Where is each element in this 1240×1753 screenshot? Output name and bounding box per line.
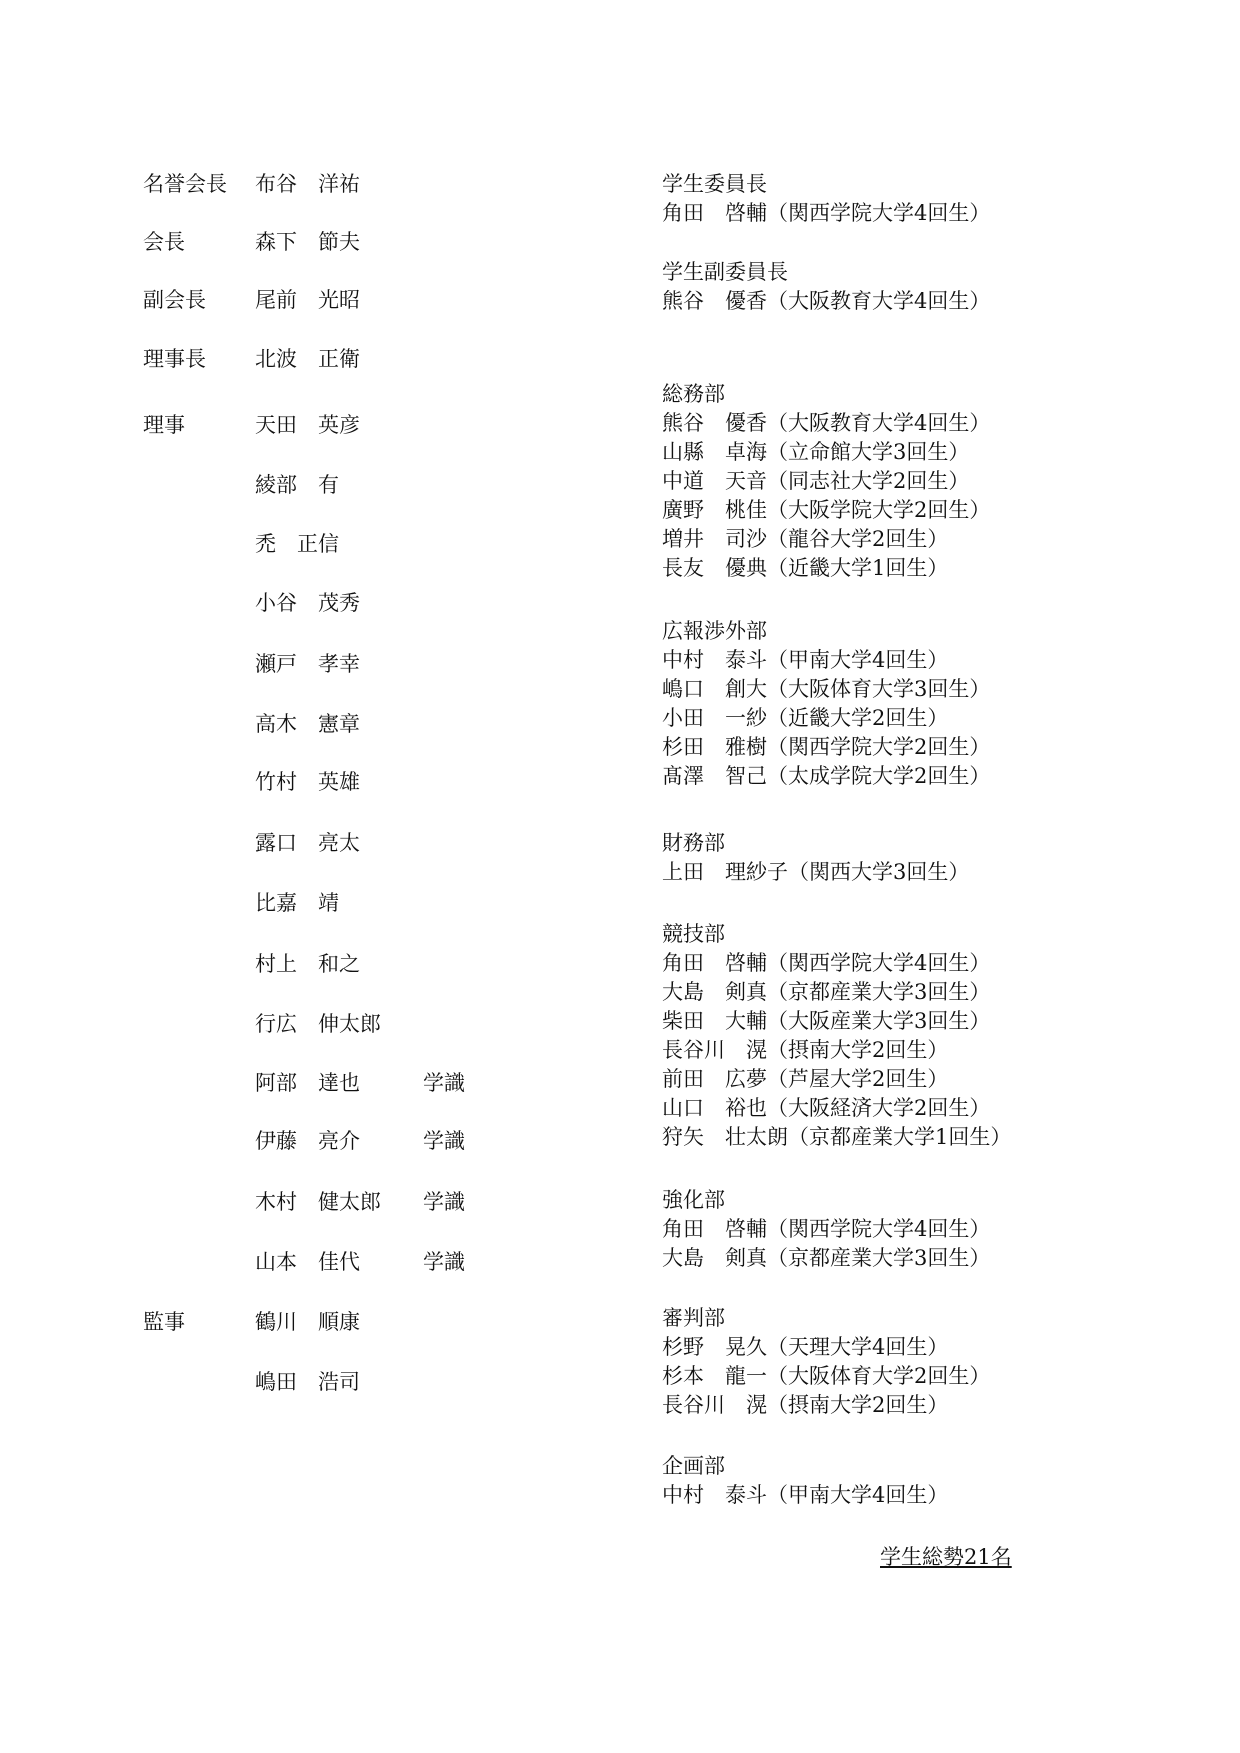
department-member: 長谷川 滉（摂南大学2回生） — [662, 1038, 949, 1062]
officer-name: 布谷 洋祐 — [255, 172, 360, 196]
officer-row — [143, 710, 663, 739]
officer-name: 小谷 茂秀 — [255, 591, 360, 615]
department-member: 髙澤 智己（太成学院大学2回生） — [662, 764, 991, 788]
officer-row — [143, 650, 663, 679]
officer-row — [143, 471, 663, 500]
officer-name: 阿部 達也 — [255, 1071, 360, 1095]
department-member: 小田 一紗（近畿大学2回生） — [662, 706, 949, 730]
officer-row — [143, 345, 663, 374]
officer-row — [143, 768, 663, 797]
department-title: 広報渉外部 — [662, 619, 767, 643]
department-section — [662, 829, 1102, 887]
officer-name: 鶴川 順康 — [255, 1310, 360, 1334]
department-member: 杉田 雅樹（関西学院大学2回生） — [662, 735, 991, 759]
officer-name: 綾部 有 — [255, 473, 339, 497]
officer-name: 北波 正衛 — [255, 347, 360, 371]
department-member: 狩矢 壮太朗（京都産業大学1回生） — [662, 1125, 1012, 1149]
officer-name: 竹村 英雄 — [255, 770, 360, 794]
officer-role: 理事長 — [143, 347, 206, 371]
officer-note: 学識 — [423, 1071, 465, 1095]
officer-name: 伊藤 亮介 — [255, 1129, 360, 1153]
officer-name: 森下 節夫 — [255, 230, 360, 254]
officer-row — [143, 170, 663, 199]
officer-row — [143, 1069, 663, 1098]
department-section — [662, 170, 1102, 228]
department-title: 財務部 — [662, 831, 725, 855]
department-member: 杉本 龍一（大阪体育大学2回生） — [662, 1364, 991, 1388]
officer-name: 尾前 光昭 — [255, 288, 360, 312]
officer-role: 名誉会長 — [143, 172, 227, 196]
officer-row — [143, 1188, 663, 1217]
officer-row — [143, 889, 663, 918]
department-member: 増井 司沙（龍谷大学2回生） — [662, 527, 949, 551]
department-section — [662, 1304, 1102, 1420]
officer-row — [143, 228, 663, 257]
department-section — [662, 920, 1102, 1152]
department-member: 前田 広夢（芦屋大学2回生） — [662, 1067, 949, 1091]
officer-name: 木村 健太郎 — [255, 1190, 381, 1214]
department-member: 長友 優典（近畿大学1回生） — [662, 556, 949, 580]
department-member: 山口 裕也（大阪経済大学2回生） — [662, 1096, 991, 1120]
officer-role: 理事 — [143, 413, 185, 437]
department-title: 企画部 — [662, 1454, 725, 1478]
officer-name: 禿 正信 — [255, 532, 339, 556]
officer-name: 比嘉 靖 — [255, 891, 339, 915]
department-member: 長谷川 滉（摂南大学2回生） — [662, 1393, 949, 1417]
student-total: 学生総勢21名 — [880, 1545, 1012, 1569]
officer-role: 監事 — [143, 1310, 185, 1334]
officer-row — [143, 530, 663, 559]
department-member: 杉野 晃久（天理大学4回生） — [662, 1335, 949, 1359]
department-member: 角田 啓輔（関西学院大学4回生） — [662, 1217, 991, 1241]
department-title: 審判部 — [662, 1306, 725, 1330]
department-member: 柴田 大輔（大阪産業大学3回生） — [662, 1009, 991, 1033]
officer-row — [143, 1127, 663, 1156]
officer-note: 学識 — [423, 1250, 465, 1274]
department-title: 学生委員長 — [662, 172, 767, 196]
officer-name: 高木 憲章 — [255, 712, 360, 736]
department-member: 嶋口 創大（大阪体育大学3回生） — [662, 677, 991, 701]
officer-row — [143, 1010, 663, 1039]
officer-role: 会長 — [143, 230, 185, 254]
officer-row — [143, 829, 663, 858]
department-title: 総務部 — [662, 382, 725, 406]
department-member: 中村 泰斗（甲南大学4回生） — [662, 1483, 949, 1507]
department-member: 中道 天音（同志社大学2回生） — [662, 469, 970, 493]
officer-row — [143, 411, 663, 440]
department-member: 中村 泰斗（甲南大学4回生） — [662, 648, 949, 672]
department-section — [662, 1452, 1102, 1510]
officer-note: 学識 — [423, 1190, 465, 1214]
department-title: 強化部 — [662, 1188, 725, 1212]
department-member: 熊谷 優香（大阪教育大学4回生） — [662, 289, 991, 313]
officer-name: 嶋田 浩司 — [255, 1370, 360, 1394]
department-member: 熊谷 優香（大阪教育大学4回生） — [662, 411, 991, 435]
officer-row — [143, 286, 663, 315]
department-section — [662, 617, 1102, 791]
department-member: 角田 啓輔（関西学院大学4回生） — [662, 951, 991, 975]
department-member: 角田 啓輔（関西学院大学4回生） — [662, 201, 991, 225]
department-section — [662, 258, 1102, 316]
officer-note: 学識 — [423, 1129, 465, 1153]
officer-name: 瀬戸 孝幸 — [255, 652, 360, 676]
officer-name: 山本 佳代 — [255, 1250, 360, 1274]
department-section — [662, 380, 1102, 583]
officer-name: 天田 英彦 — [255, 413, 360, 437]
officer-name: 露口 亮太 — [255, 831, 360, 855]
officer-role: 副会長 — [143, 288, 206, 312]
officer-row — [143, 589, 663, 618]
department-member: 大島 剣真（京都産業大学3回生） — [662, 1246, 991, 1270]
officer-name: 村上 和之 — [255, 952, 360, 976]
department-member: 廣野 桃佳（大阪学院大学2回生） — [662, 498, 991, 522]
officer-name: 行広 伸太郎 — [255, 1012, 381, 1036]
department-member: 上田 理紗子（関西大学3回生） — [662, 860, 970, 884]
department-section — [662, 1186, 1102, 1273]
department-title: 競技部 — [662, 922, 725, 946]
department-title: 学生副委員長 — [662, 260, 788, 284]
department-member: 山縣 卓海（立命館大学3回生） — [662, 440, 970, 464]
department-member: 大島 剣真（京都産業大学3回生） — [662, 980, 991, 1004]
officer-row — [143, 1368, 663, 1397]
officer-row — [143, 1248, 663, 1277]
officer-row — [143, 1308, 663, 1337]
officer-row — [143, 950, 663, 979]
